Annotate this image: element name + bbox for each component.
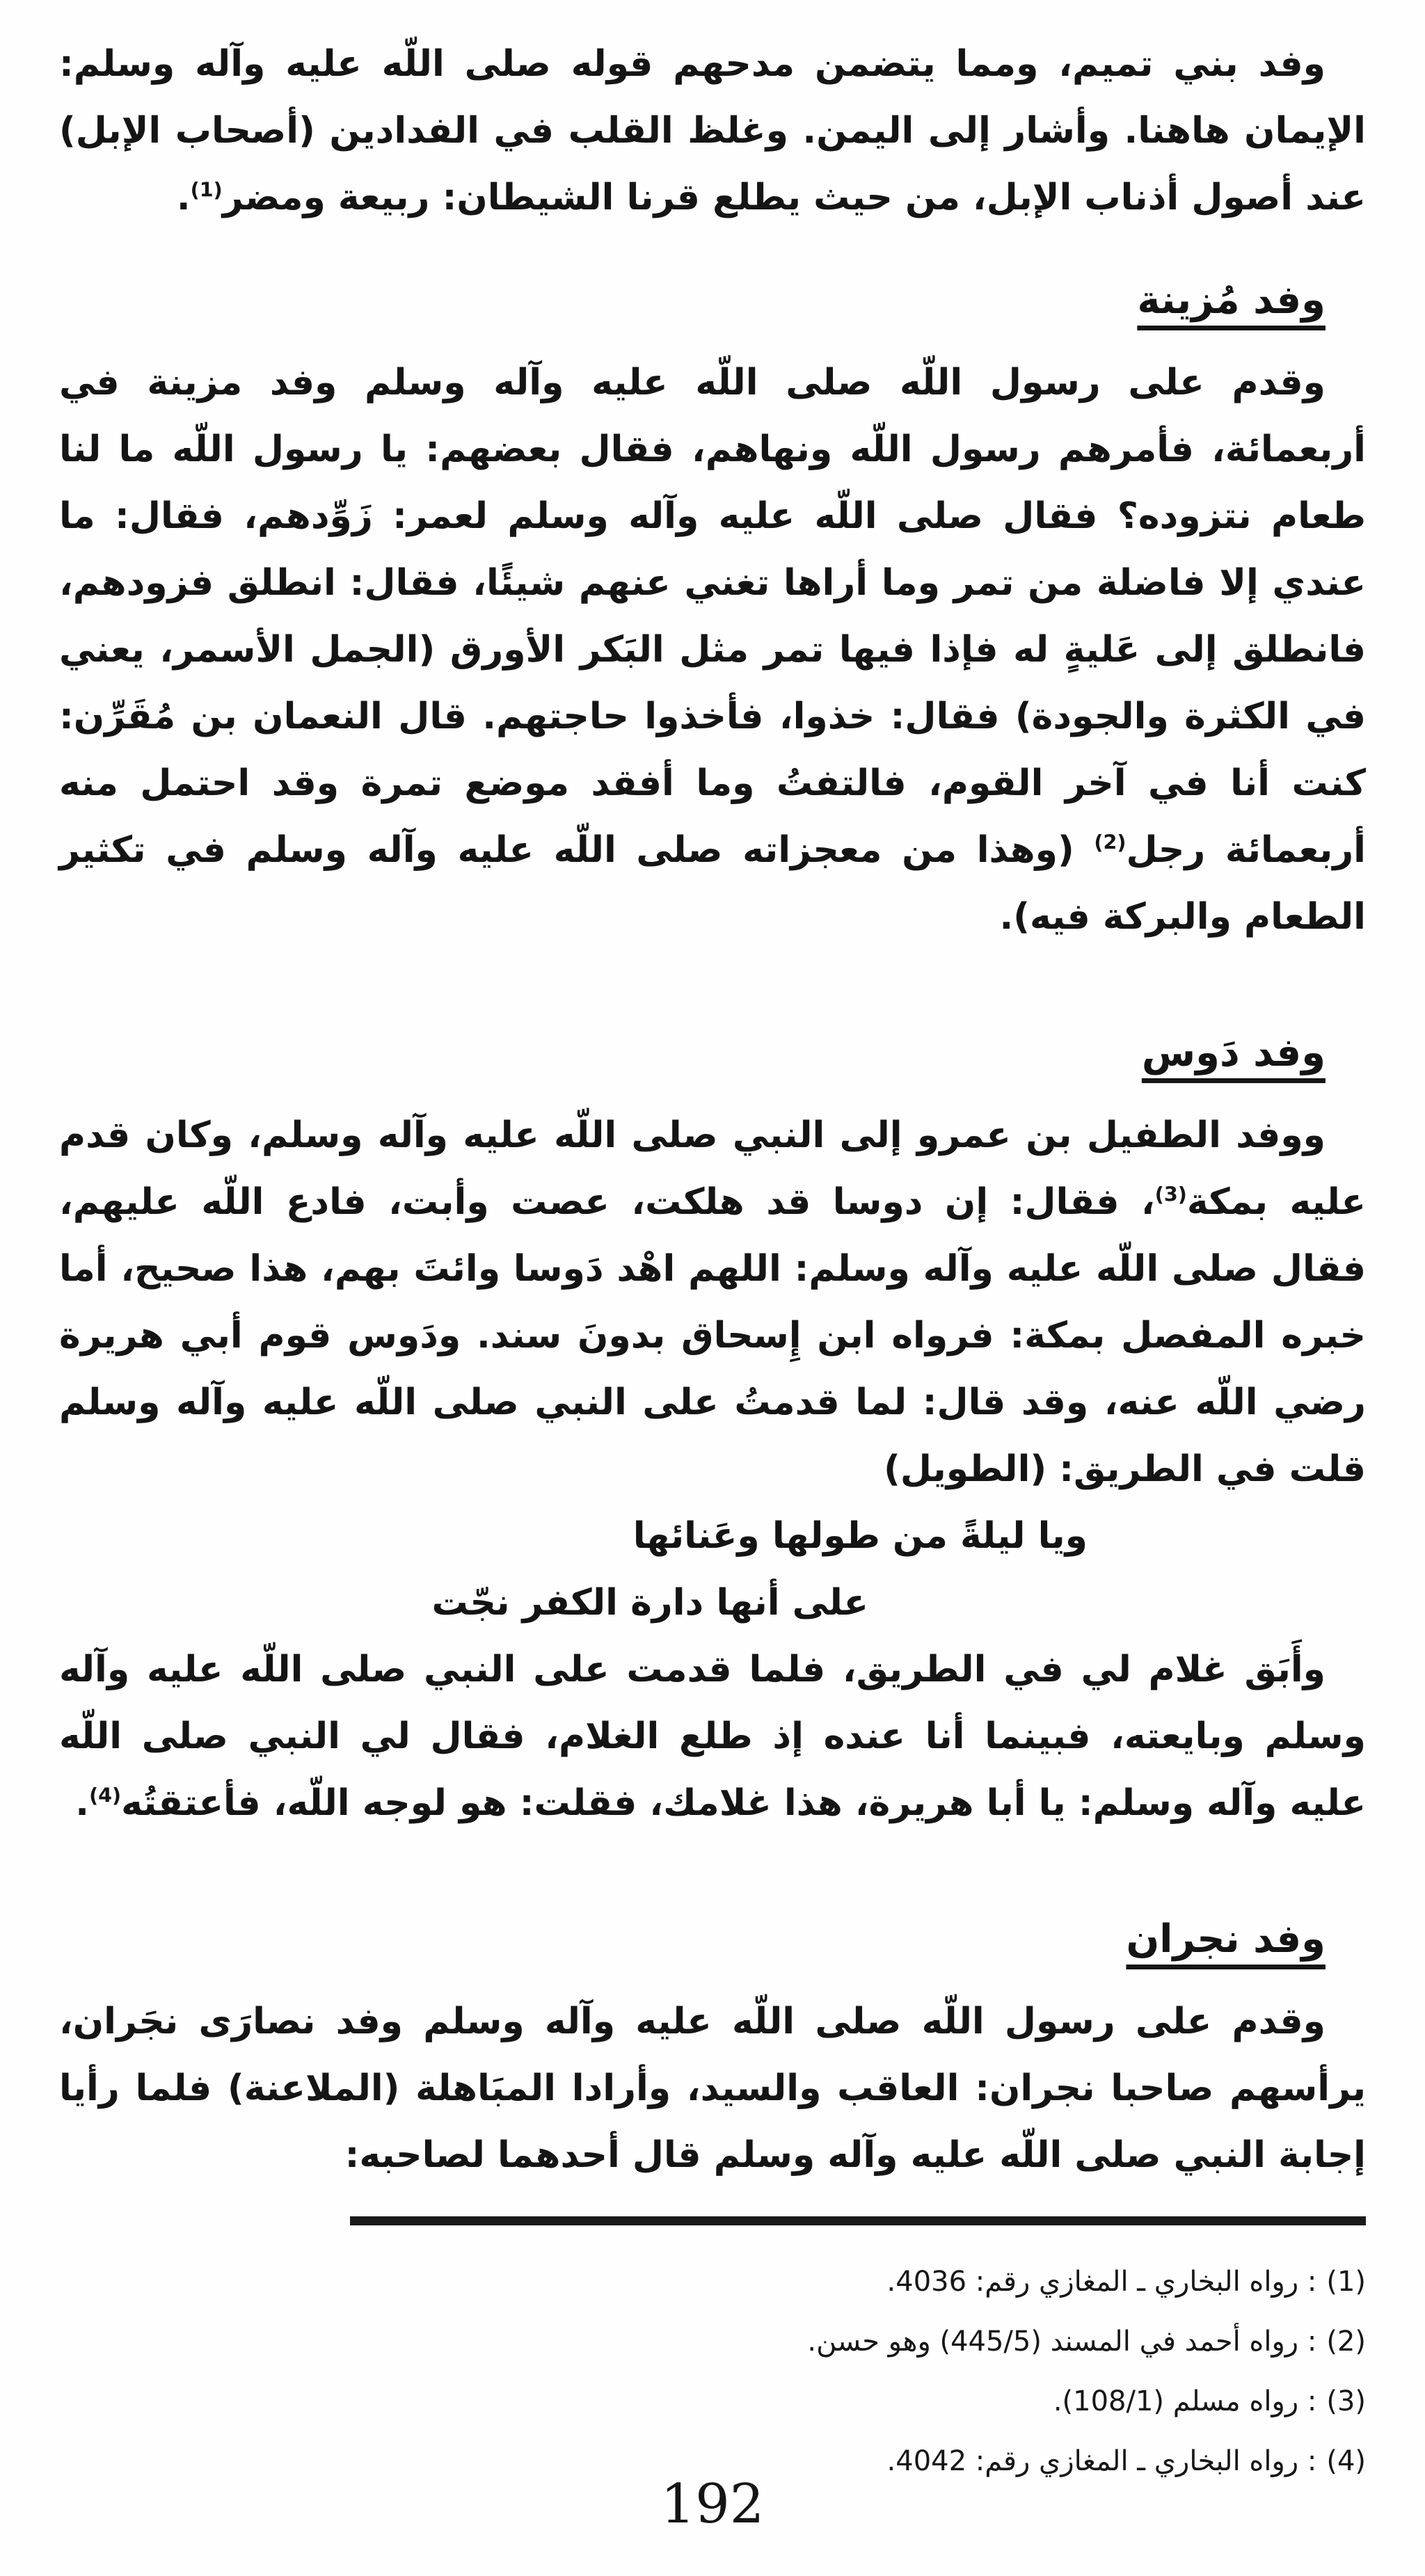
page-number: 192 [660, 2473, 765, 2536]
footnote-item [59, 2312, 1366, 2371]
footnote-text: : رواه أحمد في المسند (445/5) وهو حسن. [807, 2326, 1317, 2358]
paragraph-daws-intro [59, 1102, 1366, 1503]
text-run: وقدم على رسول اللّه صلى اللّه عليه وآله وسلم وفد مزينة في أربعمائة، فأمرهم رسول اللّه ونهاهم، فقال بعضهم: يا رسول اللّه ما لنا طعام نتزوده؟ فقال صلى اللّه عليه وآله وسلم لعمر: زَوِّدهم، فقال: ما عندي إلا فاضلة من تمر وما أراها تغني عنهم شيئًا، فقال: انطلق فزودهم، فانطلق إلى عَليةٍ له فإذا فيها تمر مثل البَكر الأورق (الجمل الأسمر، يعني في الكثرة والجودة) فقال: خذوا، فأخذوا حاجتهم. قال النعمان بن مُقَرِّن: كنت أنا في آخر القوم، فالتفتُ وما أفقد موضع تمرة وقد احتمل منه أربعمائة رجل [59, 362, 1366, 871]
paragraph-najran [59, 1988, 1366, 2189]
footnote-item [59, 2371, 1366, 2431]
text-run: . [176, 177, 191, 218]
footnote-text: : رواه البخاري ـ المغازي رقم: 4036. [886, 2266, 1317, 2298]
text-run: ووفد الطفيل بن عمرو إلى النبي صلى اللّه عليه وآله وسلم، وكان قدم عليه بمكة [59, 1114, 1366, 1223]
section-heading-najran: وفد نجران [1126, 1917, 1326, 1962]
footnote-text: : رواه البخاري ـ المغازي رقم: 4042. [886, 2445, 1317, 2477]
footnote-ref: (4) [89, 1783, 122, 1807]
footnote-separator-rule [350, 2216, 1366, 2225]
text-run: . [75, 1782, 90, 1824]
footnote-ref: (3) [1154, 1182, 1187, 1206]
section-heading-daws: وفد دَوس [1141, 1030, 1326, 1075]
footnote-marker: (1) [1326, 2266, 1366, 2298]
text-run: وقدم على رسول اللّه صلى اللّه عليه وآله وسلم وفد نصارَى نجَران، يرأسهم صاحبا نجران: العاقب والسيد، وأرادا المبَاهلة (الملاعنة) فلما رأيا إجابة النبي صلى اللّه عليه وآله وسلم قال أحدهما لصاحبه: [59, 2001, 1366, 2176]
footnote-text: : رواه مسلم (108/1). [1053, 2385, 1317, 2417]
footnote-marker: (2) [1326, 2326, 1366, 2358]
poetry-verse-1: ويا ليلةً من طولها وعَنائها [632, 1515, 1088, 1557]
footnote-marker: (4) [1326, 2445, 1366, 2477]
text-run: وفد بني تميم، ومما يتضمن مدحهم قوله صلى اللّه عليه وآله وسلم: الإيمان هاهنا. وأشار إلى اليمن. وغلظ القلب في الفدادين (أصحاب الإبل) عند أصول أذناب الإبل، من حيث يطلع قرنا الشيطان: ربيعة ومضر [59, 43, 1366, 218]
paragraph-bani-tamim [59, 31, 1366, 231]
paragraph-muzaynah [59, 349, 1366, 950]
text-run: (وهذا من معجزاته صلى اللّه عليه وآله وسلم في تكثير الطعام والبركة فيه). [59, 829, 1366, 938]
footnotes [59, 2252, 1366, 2491]
footnote-marker: (3) [1326, 2385, 1366, 2417]
footnote-item [59, 2252, 1366, 2312]
footnote-ref: (1) [190, 177, 223, 202]
text-run: وأَبَق غلام لي في الطريق، فلما قدمت على النبي صلى اللّه عليه وآله وسلم وبايعته، فبينما أنا عنده إذ طلع الغلام، فقال لي النبي صلى اللّه عليه وآله وسلم: يا أبا هريرة، هذا غلامك، فقلت: هو لوجه اللّه، فأعتقتُه [59, 1649, 1366, 1824]
footnote-ref: (2) [1094, 830, 1127, 854]
text-run: ، فقال: إن دوسا قد هلكت، عصت وأبت، فادع اللّه عليهم، فقال صلى اللّه عليه وآله وسلم: اللهم اهْد دَوسا وائتَ بهم، هذا صحيح، أما خبره المفصل بمكة: فرواه ابن إِسحاق بدونَ سند. ودَوس قوم أبي هريرة رضي اللّه عنه، وقد قال: لما قدمتُ على النبي صلى اللّه عليه وآله وسلم قلت في الطريق: (الطويل) [59, 1181, 1366, 1490]
section-heading-muzaynah: وفد مُزينة [1137, 278, 1326, 323]
paragraph-daws-abu-hurayrah [59, 1636, 1366, 1837]
poetry-verse-2: على أنها دارة الكفر نجّت [431, 1582, 868, 1624]
